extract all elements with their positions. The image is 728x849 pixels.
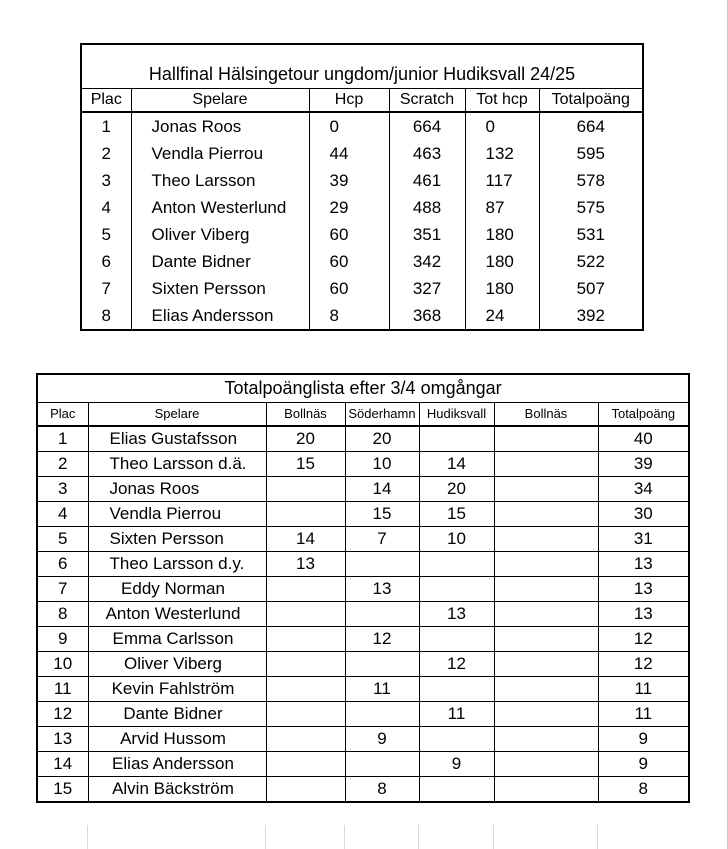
gridline bbox=[597, 825, 598, 849]
gridline bbox=[87, 825, 88, 849]
soderhamn-cell: 20 bbox=[345, 426, 419, 452]
player-name-cell: Jonas Roos bbox=[88, 477, 266, 502]
player-name-cell: Theo Larsson bbox=[131, 167, 309, 194]
scratch-cell: 351 bbox=[389, 221, 465, 248]
bollnas-2-cell bbox=[494, 527, 598, 552]
scratch-cell: 488 bbox=[389, 194, 465, 221]
totalpoang-cell: 9 bbox=[598, 727, 689, 752]
scratch-cell: 327 bbox=[389, 275, 465, 302]
soderhamn-cell: 7 bbox=[345, 527, 419, 552]
player-name-cell: Anton Westerlund bbox=[88, 602, 266, 627]
bollnas-cell bbox=[266, 477, 345, 502]
standings-header-row bbox=[37, 403, 689, 427]
hudiksvall-cell: 12 bbox=[419, 652, 494, 677]
player-name-cell: Theo Larsson d.ä. bbox=[88, 452, 266, 477]
totalpoang-cell: 12 bbox=[598, 652, 689, 677]
header-bollnas: Bollnäs bbox=[266, 403, 345, 427]
scratch-cell: 461 bbox=[389, 167, 465, 194]
player-name-cell: Elias Andersson bbox=[131, 302, 309, 330]
soderhamn-cell: 12 bbox=[345, 627, 419, 652]
plac-cell: 11 bbox=[37, 677, 88, 702]
table-row bbox=[37, 577, 689, 602]
standings-title: Totalpoänglista efter 3/4 omgångar bbox=[37, 374, 689, 403]
table-row bbox=[37, 452, 689, 477]
player-name-cell: Anton Westerlund bbox=[131, 194, 309, 221]
plac-cell: 14 bbox=[37, 752, 88, 777]
totalpoang-cell: 531 bbox=[539, 221, 643, 248]
bollnas-2-cell bbox=[494, 426, 598, 452]
plac-cell: 1 bbox=[81, 112, 131, 140]
table-row bbox=[81, 221, 643, 248]
bollnas-cell bbox=[266, 702, 345, 727]
hudiksvall-cell bbox=[419, 677, 494, 702]
totalpoang-cell: 578 bbox=[539, 167, 643, 194]
bollnas-cell: 14 bbox=[266, 527, 345, 552]
bollnas-2-cell bbox=[494, 577, 598, 602]
plac-cell: 9 bbox=[37, 627, 88, 652]
totalpoang-cell: 664 bbox=[539, 112, 643, 140]
player-name-cell: Dante Bidner bbox=[88, 702, 266, 727]
totalpoang-cell: 507 bbox=[539, 275, 643, 302]
soderhamn-cell bbox=[345, 652, 419, 677]
totalpoang-cell: 595 bbox=[539, 140, 643, 167]
table-row bbox=[37, 677, 689, 702]
soderhamn-cell: 15 bbox=[345, 502, 419, 527]
tot-hcp-cell: 180 bbox=[465, 248, 539, 275]
soderhamn-cell: 9 bbox=[345, 727, 419, 752]
table-row bbox=[81, 140, 643, 167]
hudiksvall-cell bbox=[419, 727, 494, 752]
plac-cell: 4 bbox=[37, 502, 88, 527]
scratch-cell: 664 bbox=[389, 112, 465, 140]
totalpoang-cell: 13 bbox=[598, 602, 689, 627]
header-totalpoang: Totalpoäng bbox=[539, 88, 643, 112]
player-name-cell: Dante Bidner bbox=[131, 248, 309, 275]
table-row bbox=[81, 302, 643, 330]
plac-cell: 6 bbox=[81, 248, 131, 275]
totalpoang-cell: 34 bbox=[598, 477, 689, 502]
soderhamn-cell: 8 bbox=[345, 777, 419, 803]
plac-cell: 2 bbox=[81, 140, 131, 167]
header-bollnas-2: Bollnäs bbox=[494, 403, 598, 427]
totalpoang-cell: 31 bbox=[598, 527, 689, 552]
player-name-cell: Theo Larsson d.y. bbox=[88, 552, 266, 577]
tot-hcp-cell: 24 bbox=[465, 302, 539, 330]
totalpoang-cell: 522 bbox=[539, 248, 643, 275]
table-row bbox=[37, 752, 689, 777]
plac-cell: 5 bbox=[81, 221, 131, 248]
totalpoang-cell: 40 bbox=[598, 426, 689, 452]
table-row bbox=[81, 112, 643, 140]
tot-hcp-cell: 132 bbox=[465, 140, 539, 167]
bollnas-2-cell bbox=[494, 477, 598, 502]
bollnas-2-cell bbox=[494, 677, 598, 702]
bollnas-cell bbox=[266, 627, 345, 652]
table-row bbox=[81, 194, 643, 221]
plac-cell: 13 bbox=[37, 727, 88, 752]
bollnas-cell bbox=[266, 752, 345, 777]
hcp-cell: 39 bbox=[309, 167, 389, 194]
hcp-cell: 60 bbox=[309, 248, 389, 275]
header-hudiksvall: Hudiksvall bbox=[419, 403, 494, 427]
bollnas-cell bbox=[266, 602, 345, 627]
tot-hcp-cell: 0 bbox=[465, 112, 539, 140]
bollnas-cell bbox=[266, 727, 345, 752]
player-name-cell: Elias Andersson bbox=[88, 752, 266, 777]
bollnas-cell: 13 bbox=[266, 552, 345, 577]
totalpoang-cell: 9 bbox=[598, 752, 689, 777]
player-name-cell: Elias Gustafsson bbox=[88, 426, 266, 452]
plac-cell: 4 bbox=[81, 194, 131, 221]
table-row bbox=[81, 248, 643, 275]
hcp-cell: 60 bbox=[309, 275, 389, 302]
totalpoang-cell: 13 bbox=[598, 577, 689, 602]
player-name-cell: Emma Carlsson bbox=[88, 627, 266, 652]
plac-cell: 3 bbox=[81, 167, 131, 194]
bollnas-2-cell bbox=[494, 777, 598, 803]
hcp-cell: 60 bbox=[309, 221, 389, 248]
plac-cell: 1 bbox=[37, 426, 88, 452]
table-row bbox=[37, 602, 689, 627]
hudiksvall-cell: 14 bbox=[419, 452, 494, 477]
tot-hcp-cell: 87 bbox=[465, 194, 539, 221]
header-hcp: Hcp bbox=[309, 88, 389, 112]
hallfinal-results-table bbox=[80, 43, 644, 331]
table-row bbox=[37, 502, 689, 527]
header-plac: Plac bbox=[81, 88, 131, 112]
hudiksvall-cell bbox=[419, 426, 494, 452]
bollnas-cell bbox=[266, 577, 345, 602]
hudiksvall-cell: 10 bbox=[419, 527, 494, 552]
bollnas-2-cell bbox=[494, 727, 598, 752]
table-row bbox=[37, 477, 689, 502]
tot-hcp-cell: 117 bbox=[465, 167, 539, 194]
player-name-cell: Arvid Hussom bbox=[88, 727, 266, 752]
plac-cell: 7 bbox=[81, 275, 131, 302]
table-row bbox=[37, 552, 689, 577]
totalpoang-cell: 11 bbox=[598, 702, 689, 727]
gridline bbox=[418, 825, 419, 849]
plac-cell: 12 bbox=[37, 702, 88, 727]
hudiksvall-cell: 15 bbox=[419, 502, 494, 527]
hudiksvall-cell: 11 bbox=[419, 702, 494, 727]
hallfinal-header-row bbox=[81, 88, 643, 112]
player-name-cell: Eddy Norman bbox=[88, 577, 266, 602]
plac-cell: 7 bbox=[37, 577, 88, 602]
gridline bbox=[493, 825, 494, 849]
bollnas-2-cell bbox=[494, 752, 598, 777]
header-tot-hcp: Tot hcp bbox=[465, 88, 539, 112]
gridline bbox=[344, 825, 345, 849]
player-name-cell: Kevin Fahlström bbox=[88, 677, 266, 702]
hcp-cell: 44 bbox=[309, 140, 389, 167]
player-name-cell: Sixten Persson bbox=[88, 527, 266, 552]
soderhamn-cell bbox=[345, 552, 419, 577]
plac-cell: 15 bbox=[37, 777, 88, 803]
soderhamn-cell: 14 bbox=[345, 477, 419, 502]
plac-cell: 8 bbox=[81, 302, 131, 330]
player-name-cell: Oliver Viberg bbox=[131, 221, 309, 248]
soderhamn-cell bbox=[345, 752, 419, 777]
plac-cell: 8 bbox=[37, 602, 88, 627]
table-row bbox=[37, 527, 689, 552]
hallfinal-title: Hallfinal Hälsingetour ungdom/junior Hudiksvall 24/25 bbox=[148, 64, 576, 85]
soderhamn-cell: 13 bbox=[345, 577, 419, 602]
hudiksvall-cell bbox=[419, 777, 494, 803]
hudiksvall-cell bbox=[419, 577, 494, 602]
player-name-cell: Vendla Pierrou bbox=[131, 140, 309, 167]
hudiksvall-cell bbox=[419, 552, 494, 577]
totalpoang-standings-table bbox=[36, 373, 690, 803]
plac-cell: 5 bbox=[37, 527, 88, 552]
bollnas-2-cell bbox=[494, 452, 598, 477]
plac-cell: 3 bbox=[37, 477, 88, 502]
header-scratch: Scratch bbox=[389, 88, 465, 112]
header-spelare: Spelare bbox=[131, 88, 309, 112]
scratch-cell: 368 bbox=[389, 302, 465, 330]
plac-cell: 6 bbox=[37, 552, 88, 577]
totalpoang-cell: 30 bbox=[598, 502, 689, 527]
bollnas-cell bbox=[266, 502, 345, 527]
soderhamn-cell: 10 bbox=[345, 452, 419, 477]
bollnas-2-cell bbox=[494, 702, 598, 727]
bollnas-cell bbox=[266, 677, 345, 702]
table-row bbox=[37, 426, 689, 452]
table-row bbox=[37, 627, 689, 652]
header-totalpoang: Totalpoäng bbox=[598, 403, 689, 427]
tot-hcp-cell: 180 bbox=[465, 221, 539, 248]
bollnas-2-cell bbox=[494, 652, 598, 677]
player-name-cell: Alvin Bäckström bbox=[88, 777, 266, 803]
bollnas-cell: 15 bbox=[266, 452, 345, 477]
bollnas-2-cell bbox=[494, 627, 598, 652]
totalpoang-cell: 8 bbox=[598, 777, 689, 803]
totalpoang-cell: 392 bbox=[539, 302, 643, 330]
bollnas-2-cell bbox=[494, 552, 598, 577]
hudiksvall-cell: 9 bbox=[419, 752, 494, 777]
hcp-cell: 0 bbox=[309, 112, 389, 140]
header-plac: Plac bbox=[37, 403, 88, 427]
bollnas-2-cell bbox=[494, 602, 598, 627]
player-name-cell: Vendla Pierrou bbox=[88, 502, 266, 527]
totalpoang-cell: 39 bbox=[598, 452, 689, 477]
plac-cell: 10 bbox=[37, 652, 88, 677]
table-row bbox=[37, 727, 689, 752]
table-row bbox=[37, 702, 689, 727]
bollnas-cell bbox=[266, 652, 345, 677]
scratch-cell: 463 bbox=[389, 140, 465, 167]
totalpoang-cell: 575 bbox=[539, 194, 643, 221]
totalpoang-cell: 13 bbox=[598, 552, 689, 577]
totalpoang-cell: 12 bbox=[598, 627, 689, 652]
hcp-cell: 8 bbox=[309, 302, 389, 330]
bollnas-cell: 20 bbox=[266, 426, 345, 452]
table-row bbox=[37, 652, 689, 677]
hudiksvall-cell: 13 bbox=[419, 602, 494, 627]
header-soderhamn: Söderhamn bbox=[345, 403, 419, 427]
totalpoang-cell: 11 bbox=[598, 677, 689, 702]
table-row bbox=[37, 777, 689, 803]
plac-cell: 2 bbox=[37, 452, 88, 477]
table-row bbox=[81, 167, 643, 194]
tot-hcp-cell: 180 bbox=[465, 275, 539, 302]
hcp-cell: 29 bbox=[309, 194, 389, 221]
table-row bbox=[81, 275, 643, 302]
bollnas-2-cell bbox=[494, 502, 598, 527]
scratch-cell: 342 bbox=[389, 248, 465, 275]
hudiksvall-cell: 20 bbox=[419, 477, 494, 502]
gridline bbox=[265, 825, 266, 849]
player-name-cell: Oliver Viberg bbox=[88, 652, 266, 677]
bollnas-cell bbox=[266, 777, 345, 803]
hudiksvall-cell bbox=[419, 627, 494, 652]
player-name-cell: Sixten Persson bbox=[131, 275, 309, 302]
soderhamn-cell bbox=[345, 602, 419, 627]
soderhamn-cell bbox=[345, 702, 419, 727]
soderhamn-cell: 11 bbox=[345, 677, 419, 702]
header-spelare: Spelare bbox=[88, 403, 266, 427]
player-name-cell: Jonas Roos bbox=[131, 112, 309, 140]
